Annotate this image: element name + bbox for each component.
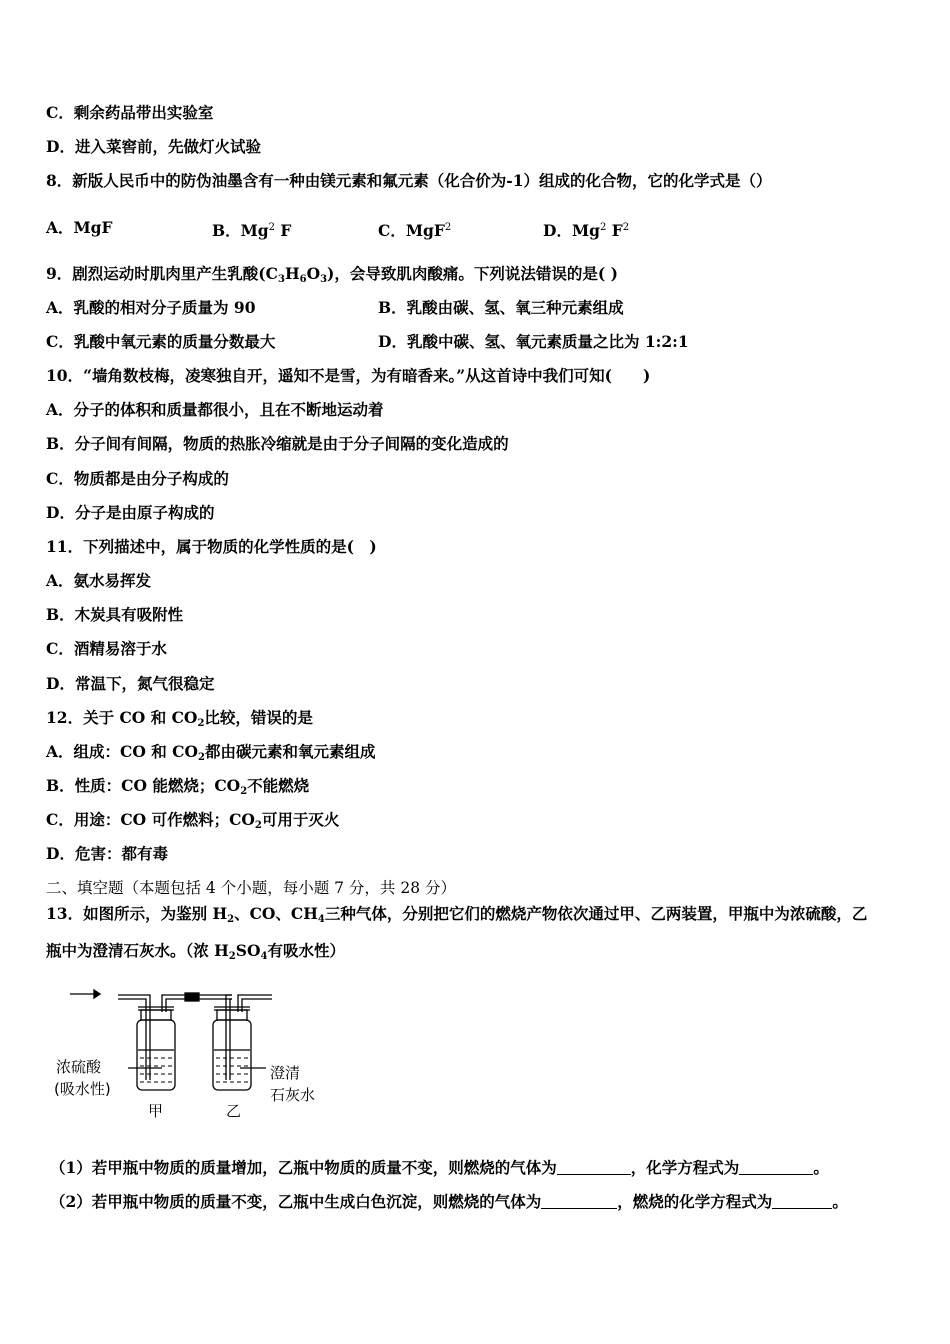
section-heading: 二、填空题（本题包括 4 个小题，每小题 7 分，共 28 分） — [46, 879, 457, 897]
label-lime-2: 石灰水 — [270, 1086, 316, 1104]
label-acid-2: (吸水性) — [54, 1080, 111, 1098]
q13-stem-line2: 瓶中为澄清石灰水。（浓 $H_2SO_4$有吸水性） — [46, 941, 345, 962]
q10-option-b: B．分子间有间隔，物质的热胀冷缩就是由于分子间隔的变化造成的 — [46, 434, 509, 453]
answer-blank-3[interactable] — [541, 1194, 617, 1209]
q11-option-c: C．酒精易溶于水 — [46, 639, 167, 658]
q9-option-d: D．乳酸中碳、氢、氧元素质量之比为 1:2:1 — [378, 332, 689, 351]
q9-option-a: A．乳酸的相对分子质量为 90 — [46, 298, 256, 317]
q9-option-b: B．乳酸由碳、氢、氧三种元素组成 — [378, 298, 624, 317]
answer-blank-2[interactable] — [739, 1160, 813, 1175]
q12-option-a: A．组成：CO 和 $CO_2$都由碳元素和氧元素组成 — [46, 742, 376, 763]
label-yi: 乙 — [226, 1102, 242, 1120]
answer-blank-1[interactable] — [557, 1160, 631, 1175]
q8-option-a: A．MgF — [46, 218, 113, 237]
label-lime-1: 澄清 — [270, 1064, 301, 1082]
label-jia: 甲 — [148, 1102, 164, 1120]
q12-option-b: B．性质：CO 能燃烧；$CO_2$不能燃烧 — [46, 776, 310, 797]
q11-option-a: A．氨水易挥发 — [46, 571, 152, 590]
q11-option-d: D．常温下，氮气很稳定 — [46, 674, 215, 693]
q7-option-d: D．进入菜窖前，先做灯火试验 — [46, 137, 261, 156]
q10-option-c: C．物质都是由分子构成的 — [46, 469, 229, 488]
q8-stem: 8．新版人民币中的防伪油墨含有一种由镁元素和氟元素（化合价为-1）组成的化合物，它的化学式是（） — [46, 171, 772, 190]
q8-option-d: D．Mg$^2$ $F^2$ — [543, 221, 630, 240]
bottle-jia — [137, 1020, 175, 1090]
q8-option-c: C．MgF$^2$ — [378, 221, 452, 240]
q13-part2: （2）若甲瓶中物质的质量不变，乙瓶中生成白色沉淀，则燃烧的气体为 ，燃烧的化学方程式为 。 — [50, 1192, 848, 1211]
q9-stem: 9．剧烈运动时肌肉里产生乳酸$(C_3H_6O_3)$，会导致肌肉酸痛。下列说法错误的是( ) — [46, 264, 618, 285]
q9-option-c: C．乳酸中氧元素的质量分数最大 — [46, 332, 276, 351]
answer-blank-4[interactable] — [772, 1194, 832, 1209]
q11-stem: 11．下列描述中，属于物质的化学性质的是( ) — [46, 537, 377, 556]
q12-option-d: D．危害：都有毒 — [46, 844, 168, 863]
q7-option-c: C．剩余药品带出实验室 — [46, 103, 214, 122]
q12-stem: 12．关于 CO 和 $CO_2$比较，错误的是 — [46, 708, 313, 729]
bottle-yi — [213, 1020, 251, 1090]
q10-stem: 10．“墙角数枝梅，凌寒独自开，遥知不是雪，为有暗香来。”从这首诗中我们可知( ) — [46, 366, 651, 385]
q13-stem-line1: 13．如图所示，为鉴别 $H_2$、CO、$CH_4$三种气体，分别把它们的燃烧产物依次通过甲、乙两装置，甲瓶中为浓硫酸，乙 — [46, 904, 868, 925]
label-acid-1: 浓硫酸 — [56, 1058, 102, 1076]
q10-option-a: A．分子的体积和质量都很小，且在不断地运动着 — [46, 400, 384, 419]
q13-part1: （1）若甲瓶中物质的质量增加，乙瓶中物质的质量不变，则燃烧的气体为 ，化学方程式为 。 — [50, 1158, 829, 1177]
q11-option-b: B．木炭具有吸附性 — [46, 605, 184, 624]
q8-option-b: B．Mg$^2$ F — [212, 221, 292, 240]
q12-option-c: C．用途：CO 可作燃料；$CO_2$可用于灭火 — [46, 810, 340, 831]
gas-washing-bottles-figure — [50, 980, 340, 1120]
q10-option-d: D．分子是由原子构成的 — [46, 503, 215, 522]
